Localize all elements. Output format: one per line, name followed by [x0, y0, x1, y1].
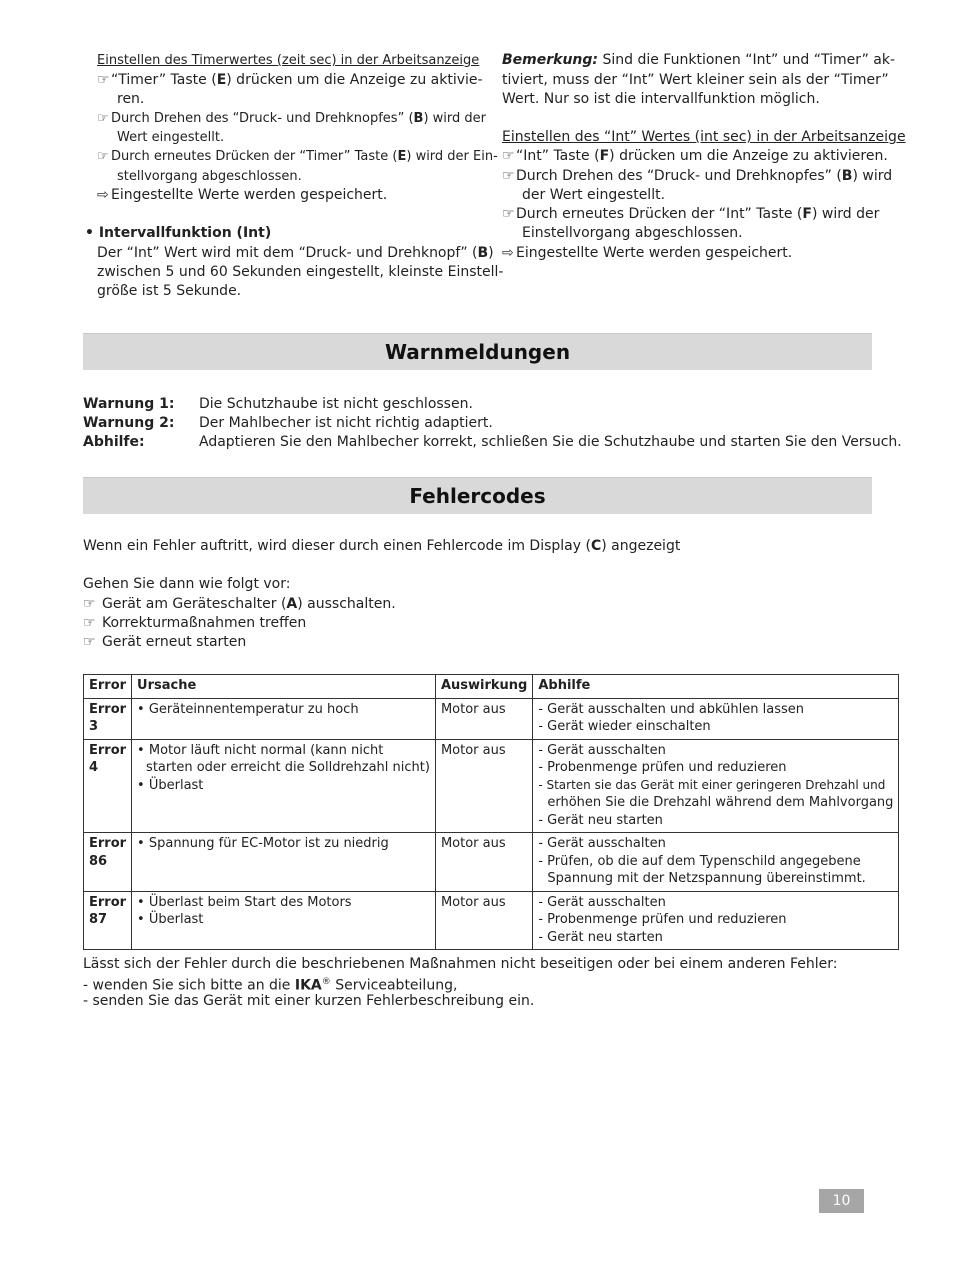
int-bullet-heading: • Intervallfunktion (Int) — [85, 225, 272, 241]
error-code-cell: Error 86 — [84, 833, 132, 892]
warning-1-label: Warnung 1: — [83, 396, 175, 412]
cause-cell — [132, 833, 436, 892]
warnings-section-title: Warnmeldungen — [83, 333, 872, 370]
pointing-hand-icon: ☞ — [83, 596, 96, 612]
int-step-2-cont: der Wert eingestellt. — [522, 187, 666, 203]
warning-2-text: Der Mahlbecher ist nicht richtig adaptiert. — [199, 415, 493, 431]
remedy-label: Abhilfe: — [83, 434, 145, 450]
fix-cell — [533, 891, 899, 950]
fix-line: - Prüfen, ob die auf dem Typenschild angegebene — [538, 853, 861, 869]
cause-line: • Überlast beim Start des Motors — [137, 894, 352, 910]
cause-line: • Überlast — [137, 777, 204, 793]
pointing-hand-icon: ☞ — [502, 148, 515, 164]
pointing-hand-icon: ☞ — [97, 72, 110, 88]
fix-line: - Gerät ausschalten — [538, 894, 666, 910]
outro-line-3: - senden Sie das Gerät mit einer kurzen Fehlerbeschreibung ein. — [83, 993, 535, 1009]
fix-line: Spannung mit der Netzspannung übereinstimmt. — [547, 871, 866, 886]
outro-line-1: Lässt sich der Fehler durch die beschriebenen Maßnahmen nicht beseitigen oder bei einem anderen Fehler: — [83, 956, 838, 972]
timer-step-3-cont: stellvorgang abgeschlossen. — [117, 169, 302, 184]
int-step-1: ☞“Int” Taste (F) drücken um die Anzeige zu aktivieren. — [502, 148, 888, 164]
timer-step-2: ☞ Durch Drehen des “Druck- und Drehknopfes” (B) wird der — [97, 111, 486, 126]
fix-line: - Gerät wieder einschalten — [538, 719, 711, 734]
outro-line-2: - wenden Sie sich bitte an die IKA® Serviceabteilung, — [83, 977, 458, 994]
error-table — [83, 674, 899, 950]
timer-heading: Einstellen des Timerwertes (zeit sec) in der Arbeitsanzeige — [97, 53, 480, 68]
cause-line: • Überlast — [137, 912, 204, 927]
procedure-step-2: ☞ Korrekturmaßnahmen treffen — [83, 615, 307, 631]
fix-line: - Probenmenge prüfen und reduzieren — [538, 760, 787, 775]
remark-line-2: tiviert, muss der “Int” Wert kleiner sein als der “Timer” — [502, 72, 889, 88]
table-row — [84, 698, 899, 739]
pointing-hand-icon: ☞ — [502, 206, 515, 222]
table-row — [84, 833, 899, 892]
int-paragraph-2: zwischen 5 und 60 Sekunden eingestellt, kleinste Einstell- — [97, 264, 504, 280]
timer-step-2-cont: Wert eingestellt. — [117, 130, 225, 145]
timer-result: ⇨ Eingestellte Werte werden gespeichert. — [97, 187, 388, 203]
fix-line: - Gerät neu starten — [538, 929, 663, 945]
effect-cell: Motor aus — [435, 698, 532, 739]
fix-line: - Starten sie das Gerät mit einer geringeren Drehzahl und — [538, 777, 886, 792]
int-paragraph-3: größe ist 5 Sekunde. — [97, 283, 242, 299]
procedure-step-3: ☞ Gerät erneut starten — [83, 634, 247, 650]
fix-line: - Probenmenge prüfen und reduzieren — [538, 912, 787, 927]
int-heading: Einstellen des “Int” Wertes (int sec) in der Arbeitsanzeige — [502, 129, 906, 145]
int-result: ⇨ Eingestellte Werte werden gespeichert. — [502, 245, 793, 261]
procedure-intro: Gehen Sie dann wie folgt vor: — [83, 576, 291, 592]
header-fix: Abhilfe — [533, 675, 899, 699]
table-header-row — [84, 675, 899, 699]
timer-step-3: ☞ Durch erneutes Drücken der “Timer” Taste (E) wird der Ein- — [97, 149, 498, 164]
header-effect: Auswirkung — [435, 675, 532, 699]
remark-line-1: Bemerkung: Sind die Funktionen “Int” und “Timer” ak- — [502, 52, 896, 68]
fix-line: - Gerät ausschalten und abkühlen lassen — [538, 701, 804, 717]
cause-cell — [132, 698, 436, 739]
fix-cell — [533, 833, 899, 892]
pointing-hand-icon: ☞ — [97, 149, 109, 164]
warning-1-text: Die Schutzhaube ist nicht geschlossen. — [199, 396, 473, 412]
effect-cell: Motor aus — [435, 739, 532, 833]
remark-line-3: Wert. Nur so ist die intervallfunktion möglich. — [502, 91, 820, 107]
fix-line: erhöhen Sie die Drehzahl während dem Mahlvorgang — [547, 795, 894, 810]
header-cause: Ursache — [132, 675, 436, 699]
error-intro: Wenn ein Fehler auftritt, wird dieser durch einen Fehlercode im Display (C) angezeigt — [83, 538, 681, 554]
pointing-hand-icon: ☞ — [97, 111, 109, 126]
effect-cell: Motor aus — [435, 891, 532, 950]
error-code-cell: Error 3 — [84, 698, 132, 739]
cause-cell — [132, 891, 436, 950]
cause-line: starten oder erreicht die Solldrehzahl nicht) — [146, 760, 430, 775]
header-error: Error — [84, 675, 132, 699]
fix-line: - Gerät ausschalten — [538, 742, 666, 758]
pointing-hand-icon: ☞ — [83, 615, 96, 631]
fix-cell — [533, 698, 899, 739]
int-step-3-cont: Einstellvorgang abgeschlossen. — [522, 225, 743, 241]
error-codes-section-title: Fehlercodes — [83, 477, 872, 514]
effect-cell: Motor aus — [435, 833, 532, 892]
timer-step-1-cont: ren. — [117, 91, 145, 107]
pointing-hand-icon: ☞ — [502, 168, 515, 184]
error-code-cell: Error 87 — [84, 891, 132, 950]
timer-step-1: ☞“Timer” Taste (E) drücken um die Anzeige zu aktivie- — [97, 72, 483, 88]
right-arrow-icon: ⇨ — [502, 245, 514, 261]
fix-line: - Gerät neu starten — [538, 812, 663, 828]
cause-line: • Spannung für EC-Motor ist zu niedrig — [137, 836, 389, 851]
table-row — [84, 739, 899, 833]
procedure-step-1: ☞ Gerät am Geräteschalter (A) ausschalten. — [83, 596, 396, 612]
page-number: 10 — [819, 1189, 864, 1213]
fix-cell — [533, 739, 899, 833]
int-paragraph-1: Der “Int” Wert wird mit dem “Druck- und Drehknopf” (B) — [97, 245, 494, 261]
error-code-cell: Error 4 — [84, 739, 132, 833]
int-step-2: ☞Durch Drehen des “Druck- und Drehknopfes” (B) wird — [502, 168, 893, 184]
table-row — [84, 891, 899, 950]
cause-line: • Geräteinnentemperatur zu hoch — [137, 701, 359, 717]
cause-cell — [132, 739, 436, 833]
cause-line: • Motor läuft nicht normal (kann nicht — [137, 742, 384, 758]
remedy-text: Adaptieren Sie den Mahlbecher korrekt, schließen Sie die Schutzhaube und starten Sie den Versuch. — [199, 434, 902, 450]
right-arrow-icon: ⇨ — [97, 187, 109, 203]
int-step-3: ☞Durch erneutes Drücken der “Int” Taste (F) wird der — [502, 206, 880, 222]
fix-line: - Gerät ausschalten — [538, 836, 666, 851]
ika-brand: IKA — [294, 977, 322, 994]
warning-2-label: Warnung 2: — [83, 415, 175, 431]
pointing-hand-icon: ☞ — [83, 634, 96, 650]
